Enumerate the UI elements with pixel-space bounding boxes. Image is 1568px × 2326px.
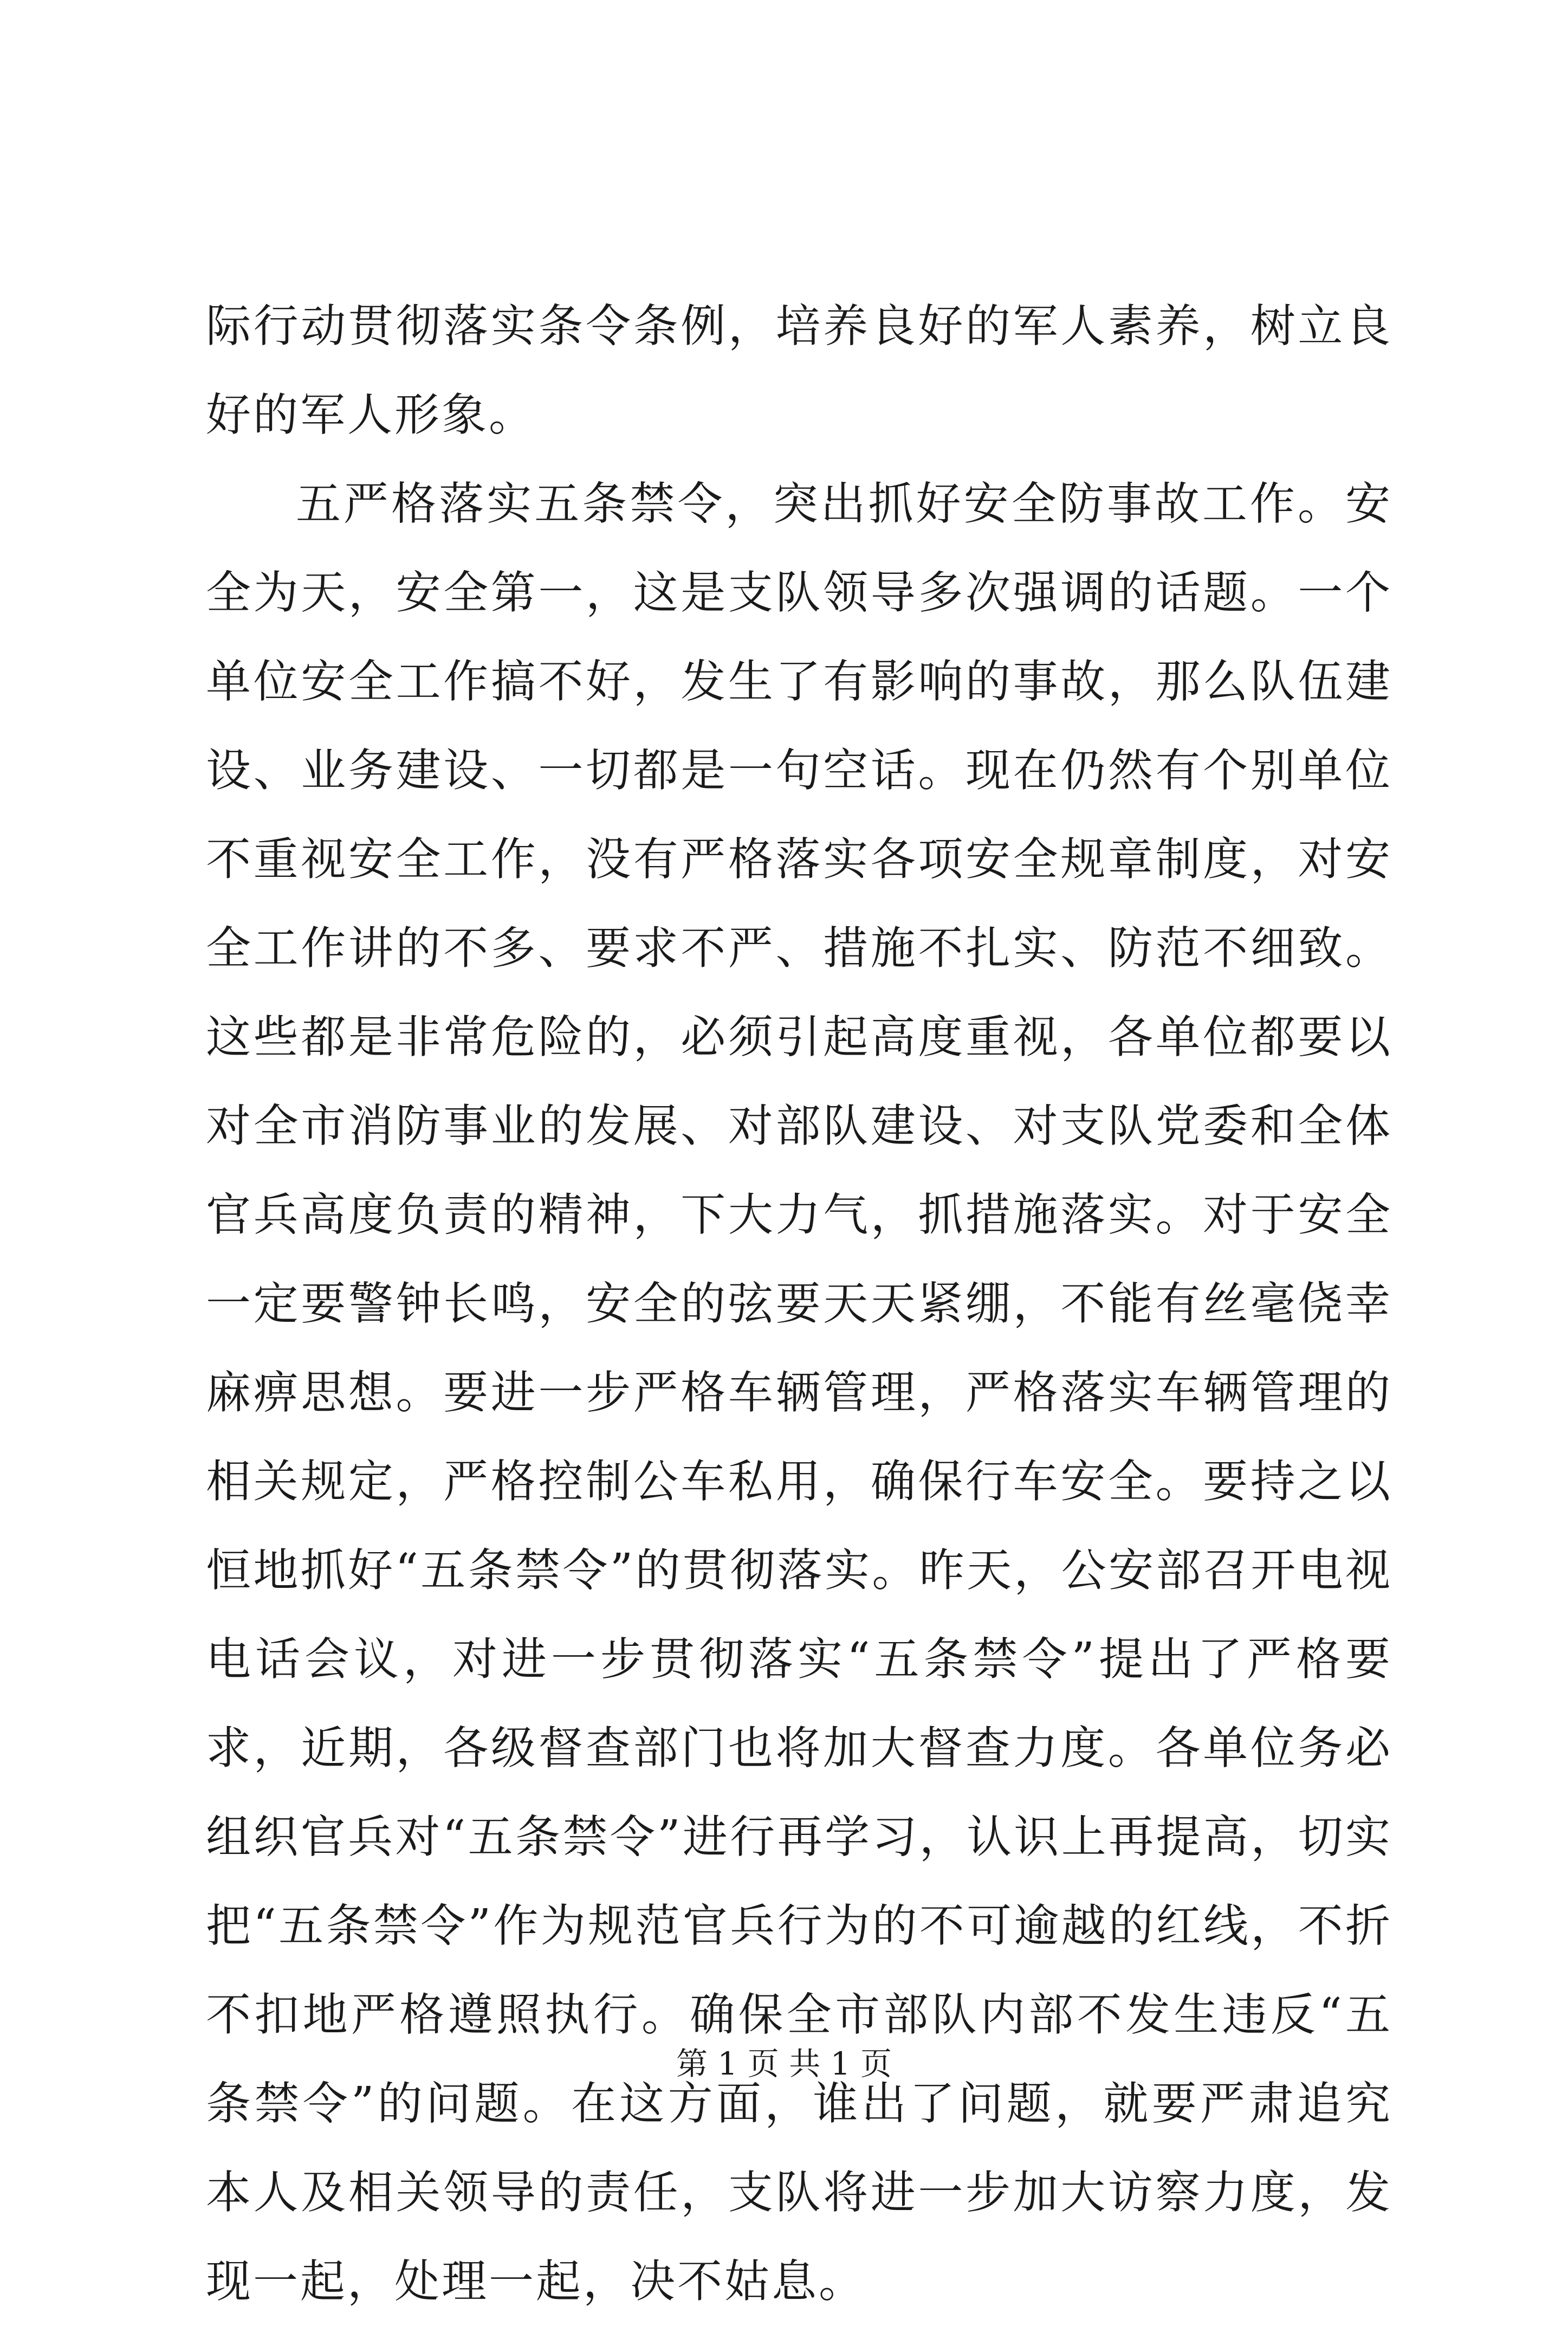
paragraph-five-prohibitions: 五严格落实五条禁令，突出抓好安全防事故工作。安全为天，安全第一，这是支队领导多次强调的话题。一个单位安全工作搞不好，发生了有影响的事故，那么队伍建设、业务建设、一切都是一句空话。现在仍然有个别单位不重视安全工作，没有严格落实各项安全规章制度，对安全工作讲的不多、要求不严、措施不扎实、防范不细致。这些都是非常危险的，必须引起高度重视，各单位都要以对全市消防事业的发展、对部队建设、对支队党委和全体官兵高度负责的精神，下大力气，抓措施落实。对于安全一定要警钟长鸣，安全的弦要天天紧绷，不能有丝毫侥幸麻痹思想。要进一步严格车辆管理，严格落实车辆管理的相关规定，严格控制公车私用，确保行车安全。要持之以恒地抓好“五条禁令”的贯彻落实。昨天，公安部召开电视电话会议，对进一步贯彻落实“五条禁令”提出了严格要求，近期，各级督查部门也将加大督查力度。各单位务必组织官兵对“五条禁令”进行再学习，认识上再提高，切实把“五条禁令”作为规范官兵行为的不可逾越的红线，不折不扣地严格遵照执行。确保全市部队内部不发生违反“五条禁令”的问题。在这方面，谁出了问题，就要严肃追究本人及相关领导的责任，支队将进一步加大访察力度，发现一起，处理一起，决不姑息。 — [206, 477, 1392, 2308]
page-number-footer: 第 1 页 共 1 页 — [676, 2045, 892, 2082]
paragraph-continuation: 际行动贯彻落实条令条例，培养良好的军人素养，树立良好的军人形象。 — [206, 300, 1392, 441]
document-body — [206, 282, 1392, 2326]
